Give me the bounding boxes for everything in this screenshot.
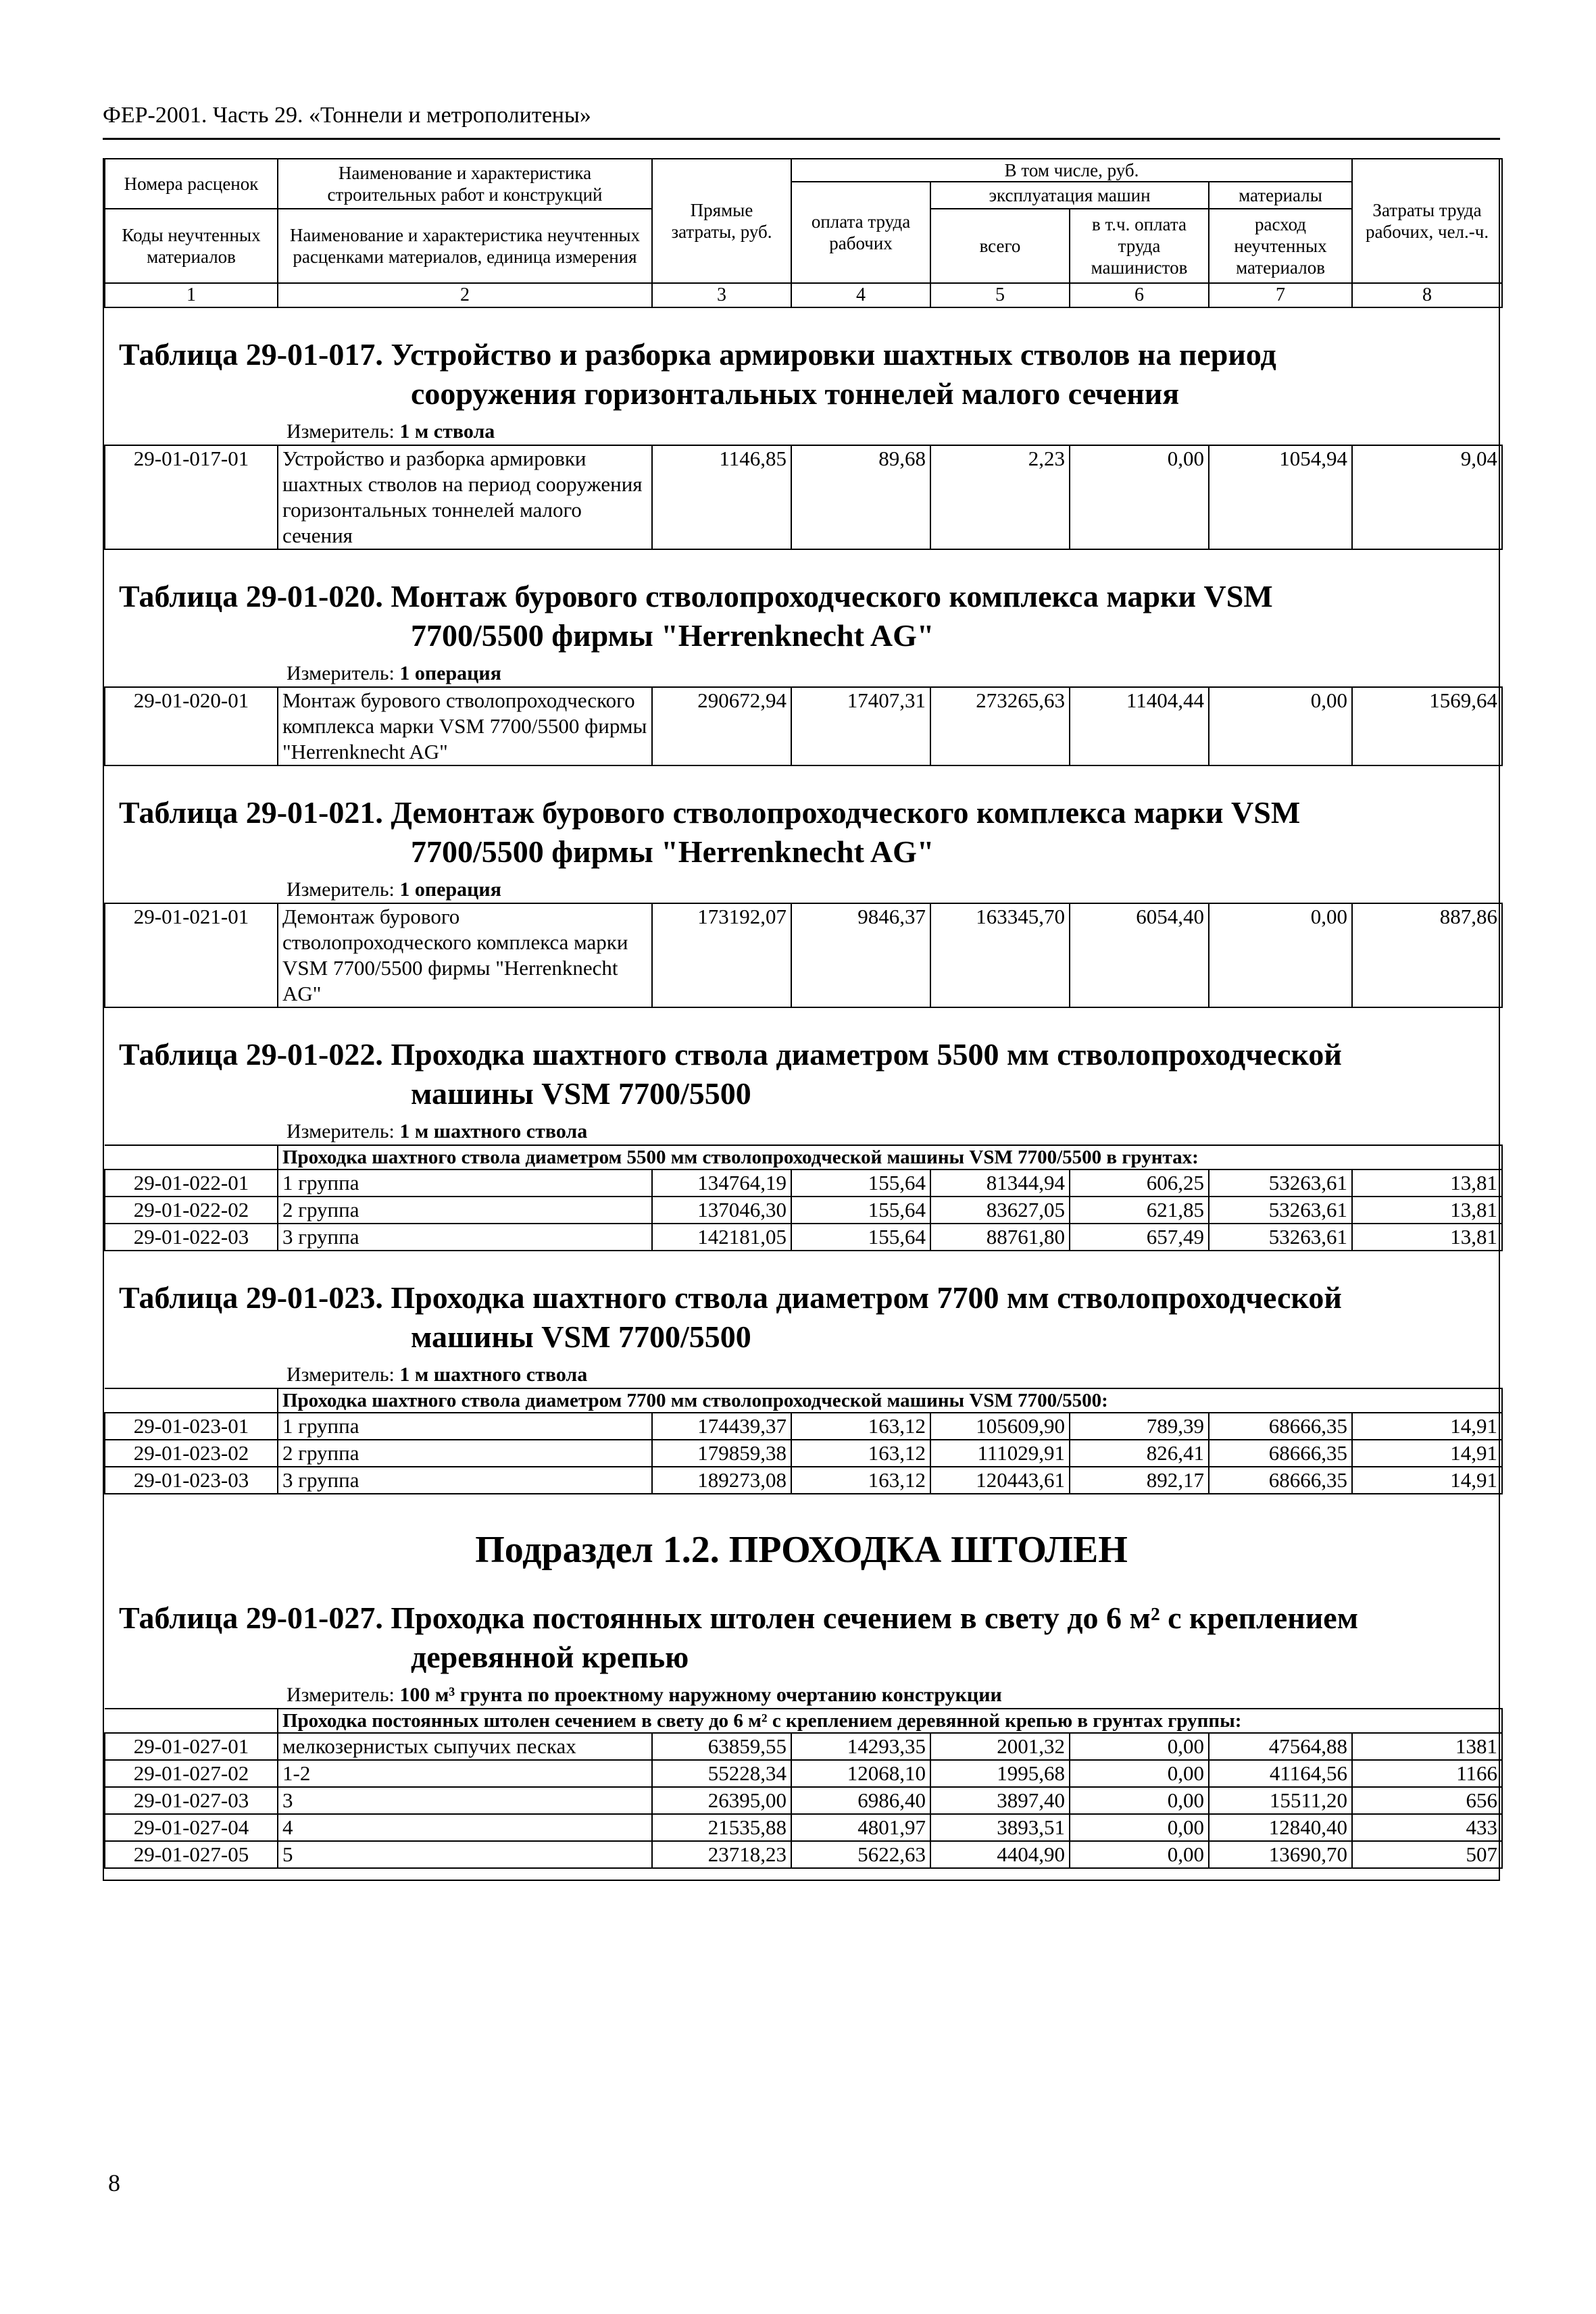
direct-costs: 134764,19 <box>652 1169 791 1197</box>
machinist-pay: 606,25 <box>1070 1169 1209 1197</box>
subheading: Проходка постоянных штолен сечением в свету до 6 м² с креплением деревянной крепью в грунтах группы: <box>278 1709 1502 1733</box>
machines-total: 1995,68 <box>930 1760 1070 1787</box>
labor-pay: 163,12 <box>791 1413 930 1440</box>
subsection-title: Подраздел 1.2. ПРОХОДКА ШТОЛЕН <box>475 1529 1128 1571</box>
rate-code: 29-01-022-03 <box>105 1224 278 1251</box>
measure-value: 1 м шахтного ствола <box>399 1120 588 1142</box>
table-title-line2: 7700/5500 фирмы "Herrenknecht AG" <box>411 834 934 869</box>
rates-table <box>104 903 1503 1008</box>
machinist-pay: 0,00 <box>1070 445 1209 549</box>
subheading: Проходка шахтного ствола диаметром 5500 мм стволопроходческой машины VSM 7700/5500 в грунтах: <box>278 1145 1502 1169</box>
subheading-row <box>105 1145 1502 1169</box>
direct-costs: 63859,55 <box>652 1733 791 1760</box>
direct-costs: 174439,37 <box>652 1413 791 1440</box>
materials: 47564,88 <box>1209 1733 1352 1760</box>
rate-code: 29-01-027-01 <box>105 1733 278 1760</box>
measure-label: Измеритель: <box>286 420 400 443</box>
table-row <box>105 1733 1502 1760</box>
rate-code: 29-01-023-01 <box>105 1413 278 1440</box>
col-number: 3 <box>652 283 791 307</box>
subheading: Проходка шахтного ствола диаметром 7700 мм стволопроходческой машины VSM 7700/5500: <box>278 1388 1502 1413</box>
measure-value: 1 м шахтного ствола <box>399 1363 588 1386</box>
direct-costs: 189273,08 <box>652 1467 791 1494</box>
materials: 0,00 <box>1209 687 1352 765</box>
rate-code: 29-01-027-03 <box>105 1787 278 1814</box>
direct-costs: 179859,38 <box>652 1440 791 1467</box>
table-title <box>104 550 1499 661</box>
table-title-line2: машины VSM 7700/5500 <box>411 1076 751 1111</box>
rate-code: 29-01-021-01 <box>105 903 278 1007</box>
table-title-line2: машины VSM 7700/5500 <box>411 1319 751 1354</box>
machinist-pay: 11404,44 <box>1070 687 1209 765</box>
labor-hours: 1381 <box>1352 1733 1502 1760</box>
labor-hours: 433 <box>1352 1814 1502 1841</box>
col2-top-header: Наименование и характеристика строительных работ и конструкций <box>278 159 652 209</box>
machinist-pay: 892,17 <box>1070 1467 1209 1494</box>
materials: 1054,94 <box>1209 445 1352 549</box>
work-name: 1-2 <box>278 1760 652 1787</box>
labor-hours: 887,86 <box>1352 903 1502 1007</box>
labor-pay: 12068,10 <box>791 1760 930 1787</box>
group-header: В том числе, руб. <box>791 159 1352 182</box>
measure-label: Измеритель: <box>286 1363 400 1386</box>
measure-value: 100 м³ грунта по проектному наружному очертанию конструкции <box>399 1684 1002 1706</box>
direct-costs: 26395,00 <box>652 1787 791 1814</box>
measure-unit <box>104 1119 1499 1145</box>
direct-costs: 173192,07 <box>652 903 791 1007</box>
labor-pay: 14293,35 <box>791 1733 930 1760</box>
machines-total: 105609,90 <box>930 1413 1070 1440</box>
header-rule <box>103 138 1500 140</box>
machinist-pay: 0,00 <box>1070 1814 1209 1841</box>
labor-hours: 13,81 <box>1352 1224 1502 1251</box>
document-body <box>103 158 1500 1881</box>
rate-code: 29-01-027-05 <box>105 1841 278 1868</box>
materials: 68666,35 <box>1209 1440 1352 1467</box>
labor-hours: 1569,64 <box>1352 687 1502 765</box>
rate-code: 29-01-022-02 <box>105 1197 278 1224</box>
materials: 53263,61 <box>1209 1197 1352 1224</box>
measure-label: Измеритель: <box>286 1684 400 1706</box>
table-title-line1: Таблица 29-01-021. Демонтаж бурового стволопроходческого комплекса марки VSM <box>119 795 1301 830</box>
table-title-line2: деревянной крепью <box>411 1640 689 1674</box>
materials: 13690,70 <box>1209 1841 1352 1868</box>
col3-header: Прямые затраты, руб. <box>652 159 791 283</box>
work-name: Устройство и разборка армировки шахтных стволов на период сооружения горизонтальных тоннелей малого сечения <box>278 445 652 549</box>
table-row <box>105 1467 1502 1494</box>
col-number: 6 <box>1070 283 1209 307</box>
subheading-row <box>105 1709 1502 1733</box>
rate-code: 29-01-023-02 <box>105 1440 278 1467</box>
machines-total: 120443,61 <box>930 1467 1070 1494</box>
measure-label: Измеритель: <box>286 662 400 684</box>
blank-cell <box>105 1709 278 1733</box>
col1-bottom-header: Коды неучтенных материалов <box>105 209 278 283</box>
work-name: 3 группа <box>278 1467 652 1494</box>
direct-costs: 1146,85 <box>652 445 791 549</box>
measure-value: 1 операция <box>399 878 501 901</box>
direct-costs: 290672,94 <box>652 687 791 765</box>
labor-hours: 507 <box>1352 1841 1502 1868</box>
measure-value: 1 м ствола <box>399 420 495 443</box>
materials: 68666,35 <box>1209 1413 1352 1440</box>
labor-hours: 14,91 <box>1352 1467 1502 1494</box>
labor-pay: 9846,37 <box>791 903 930 1007</box>
col4-header: оплата труда рабочих <box>791 182 930 283</box>
table-title-line1: Таблица 29-01-023. Проходка шахтного ствола диаметром 7700 мм стволопроходческой <box>119 1280 1342 1315</box>
table-title <box>104 1008 1499 1119</box>
machinist-pay: 0,00 <box>1070 1841 1209 1868</box>
machines-total: 83627,05 <box>930 1197 1070 1224</box>
table-title-line1: Таблица 29-01-027. Проходка постоянных штолен сечением в свету до 6 м² с креплением <box>119 1601 1359 1635</box>
measure-unit <box>104 1362 1499 1388</box>
table-row <box>105 687 1502 765</box>
machines-total: 2001,32 <box>930 1733 1070 1760</box>
labor-hours: 13,81 <box>1352 1197 1502 1224</box>
col5-header: всего <box>930 209 1070 283</box>
col1-top-header: Номера расценок <box>105 159 278 209</box>
labor-pay: 163,12 <box>791 1467 930 1494</box>
labor-pay: 17407,31 <box>791 687 930 765</box>
table-title <box>104 766 1499 877</box>
work-name: 2 группа <box>278 1440 652 1467</box>
work-name: мелкозернистых сыпучих песках <box>278 1733 652 1760</box>
machines-total: 111029,91 <box>930 1440 1070 1467</box>
table-row <box>105 1787 1502 1814</box>
labor-hours: 13,81 <box>1352 1169 1502 1197</box>
col-number: 7 <box>1209 283 1352 307</box>
measure-value: 1 операция <box>399 662 501 684</box>
work-name: 4 <box>278 1814 652 1841</box>
table-section-t017 <box>104 308 1499 550</box>
labor-pay: 155,64 <box>791 1197 930 1224</box>
table-title-line1: Таблица 29-01-020. Монтаж бурового стволопроходческого комплекса марки VSM <box>119 579 1273 613</box>
labor-hours: 656 <box>1352 1787 1502 1814</box>
tables-container-2 <box>104 1571 1499 1869</box>
tables-container <box>104 308 1499 1494</box>
measure-unit <box>104 419 1499 445</box>
rate-code: 29-01-020-01 <box>105 687 278 765</box>
table-title <box>104 1571 1499 1682</box>
labor-hours: 14,91 <box>1352 1440 1502 1467</box>
measure-unit <box>104 1682 1499 1708</box>
col-number: 4 <box>791 283 930 307</box>
work-name: 1 группа <box>278 1413 652 1440</box>
table-section-t020 <box>104 550 1499 766</box>
machinist-pay: 657,49 <box>1070 1224 1209 1251</box>
machines-total: 273265,63 <box>930 687 1070 765</box>
materials-header: материалы <box>1209 182 1352 209</box>
table-row <box>105 1224 1502 1251</box>
work-name: Демонтаж бурового стволопроходческого комплекса марки VSM 7700/5500 фирмы "Herrenknecht AG" <box>278 903 652 1007</box>
materials: 53263,61 <box>1209 1224 1352 1251</box>
materials: 12840,40 <box>1209 1814 1352 1841</box>
table-row <box>105 445 1502 549</box>
table-row <box>105 903 1502 1007</box>
labor-hours: 1166 <box>1352 1760 1502 1787</box>
machinist-pay: 0,00 <box>1070 1733 1209 1760</box>
table-title-line1: Таблица 29-01-017. Устройство и разборка армировки шахтных стволов на период <box>119 337 1276 372</box>
measure-unit <box>104 877 1499 903</box>
blank-cell <box>105 1145 278 1169</box>
labor-pay: 155,64 <box>791 1224 930 1251</box>
machinist-pay: 0,00 <box>1070 1760 1209 1787</box>
materials: 41164,56 <box>1209 1760 1352 1787</box>
labor-hours: 14,91 <box>1352 1413 1502 1440</box>
labor-pay: 89,68 <box>791 445 930 549</box>
table-row <box>105 1413 1502 1440</box>
page-header-title: ФЕР-2001. Часть 29. «Тоннели и метрополитены» <box>103 103 591 128</box>
measure-label: Измеритель: <box>286 1120 400 1142</box>
col8-header: Затраты труда рабочих, чел.-ч. <box>1352 159 1502 283</box>
direct-costs: 137046,30 <box>652 1197 791 1224</box>
table-title <box>104 1251 1499 1362</box>
labor-pay: 4801,97 <box>791 1814 930 1841</box>
rate-code: 29-01-017-01 <box>105 445 278 549</box>
rate-code: 29-01-027-02 <box>105 1760 278 1787</box>
column-header-table <box>104 158 1503 308</box>
materials: 53263,61 <box>1209 1169 1352 1197</box>
table-section-t023 <box>104 1251 1499 1494</box>
page-number: 8 <box>108 2169 120 2196</box>
work-name: Монтаж бурового стволопроходческого комплекса марки VSM 7700/5500 фирмы "Herrenknecht AG" <box>278 687 652 765</box>
labor-pay: 6986,40 <box>791 1787 930 1814</box>
table-row <box>105 1169 1502 1197</box>
table-row <box>105 1760 1502 1787</box>
machines-total: 163345,70 <box>930 903 1070 1007</box>
work-name: 2 группа <box>278 1197 652 1224</box>
col2-bottom-header: Наименование и характеристика неучтенных расценками материалов, единица измерения <box>278 209 652 283</box>
labor-pay: 155,64 <box>791 1169 930 1197</box>
materials: 0,00 <box>1209 903 1352 1007</box>
direct-costs: 55228,34 <box>652 1760 791 1787</box>
machines-total: 3897,40 <box>930 1787 1070 1814</box>
machines-total: 3893,51 <box>930 1814 1070 1841</box>
table-row <box>105 1841 1502 1868</box>
col-number: 1 <box>105 283 278 307</box>
rates-table <box>104 445 1503 550</box>
materials: 68666,35 <box>1209 1467 1352 1494</box>
machines-total: 2,23 <box>930 445 1070 549</box>
machines-total: 4404,90 <box>930 1841 1070 1868</box>
table-title-line2: 7700/5500 фирмы "Herrenknecht AG" <box>411 618 934 653</box>
direct-costs: 21535,88 <box>652 1814 791 1841</box>
machinist-pay: 826,41 <box>1070 1440 1209 1467</box>
table-row <box>105 1197 1502 1224</box>
materials: 15511,20 <box>1209 1787 1352 1814</box>
table-section-t021 <box>104 766 1499 1008</box>
direct-costs: 142181,05 <box>652 1224 791 1251</box>
measure-label: Измеритель: <box>286 878 400 901</box>
table-row <box>105 1814 1502 1841</box>
blank-cell <box>105 1388 278 1413</box>
work-name: 1 группа <box>278 1169 652 1197</box>
rates-table <box>104 686 1503 766</box>
rate-code: 29-01-022-01 <box>105 1169 278 1197</box>
col-number: 5 <box>930 283 1070 307</box>
col6-header: в т.ч. оплата труда машинистов <box>1070 209 1209 283</box>
measure-unit <box>104 661 1499 686</box>
machinist-pay: 6054,40 <box>1070 903 1209 1007</box>
rates-table <box>104 1145 1503 1251</box>
rate-code: 29-01-027-04 <box>105 1814 278 1841</box>
labor-hours: 9,04 <box>1352 445 1502 549</box>
machinist-pay: 789,39 <box>1070 1413 1209 1440</box>
col-number: 2 <box>278 283 652 307</box>
col-number: 8 <box>1352 283 1502 307</box>
labor-pay: 163,12 <box>791 1440 930 1467</box>
machines-total: 88761,80 <box>930 1224 1070 1251</box>
table-row <box>105 1440 1502 1467</box>
direct-costs: 23718,23 <box>652 1841 791 1868</box>
work-name: 5 <box>278 1841 652 1868</box>
machinist-pay: 621,85 <box>1070 1197 1209 1224</box>
work-name: 3 группа <box>278 1224 652 1251</box>
table-title-line1: Таблица 29-01-022. Проходка шахтного ствола диаметром 5500 мм стволопроходческой <box>119 1037 1342 1072</box>
machinist-pay: 0,00 <box>1070 1787 1209 1814</box>
table-section-t022 <box>104 1008 1499 1251</box>
work-name: 3 <box>278 1787 652 1814</box>
table-title <box>104 308 1499 419</box>
table-section-t027 <box>104 1571 1499 1869</box>
rates-table <box>104 1388 1503 1494</box>
rate-code: 29-01-023-03 <box>105 1467 278 1494</box>
subheading-row <box>105 1388 1502 1413</box>
col7-header: расход неучтенных материалов <box>1209 209 1352 283</box>
rates-table <box>104 1708 1503 1869</box>
machines-total: 81344,94 <box>930 1169 1070 1197</box>
labor-pay: 5622,63 <box>791 1841 930 1868</box>
table-title-line2: сооружения горизонтальных тоннелей малого сечения <box>411 376 1180 411</box>
machines-header: эксплуатация машин <box>930 182 1209 209</box>
